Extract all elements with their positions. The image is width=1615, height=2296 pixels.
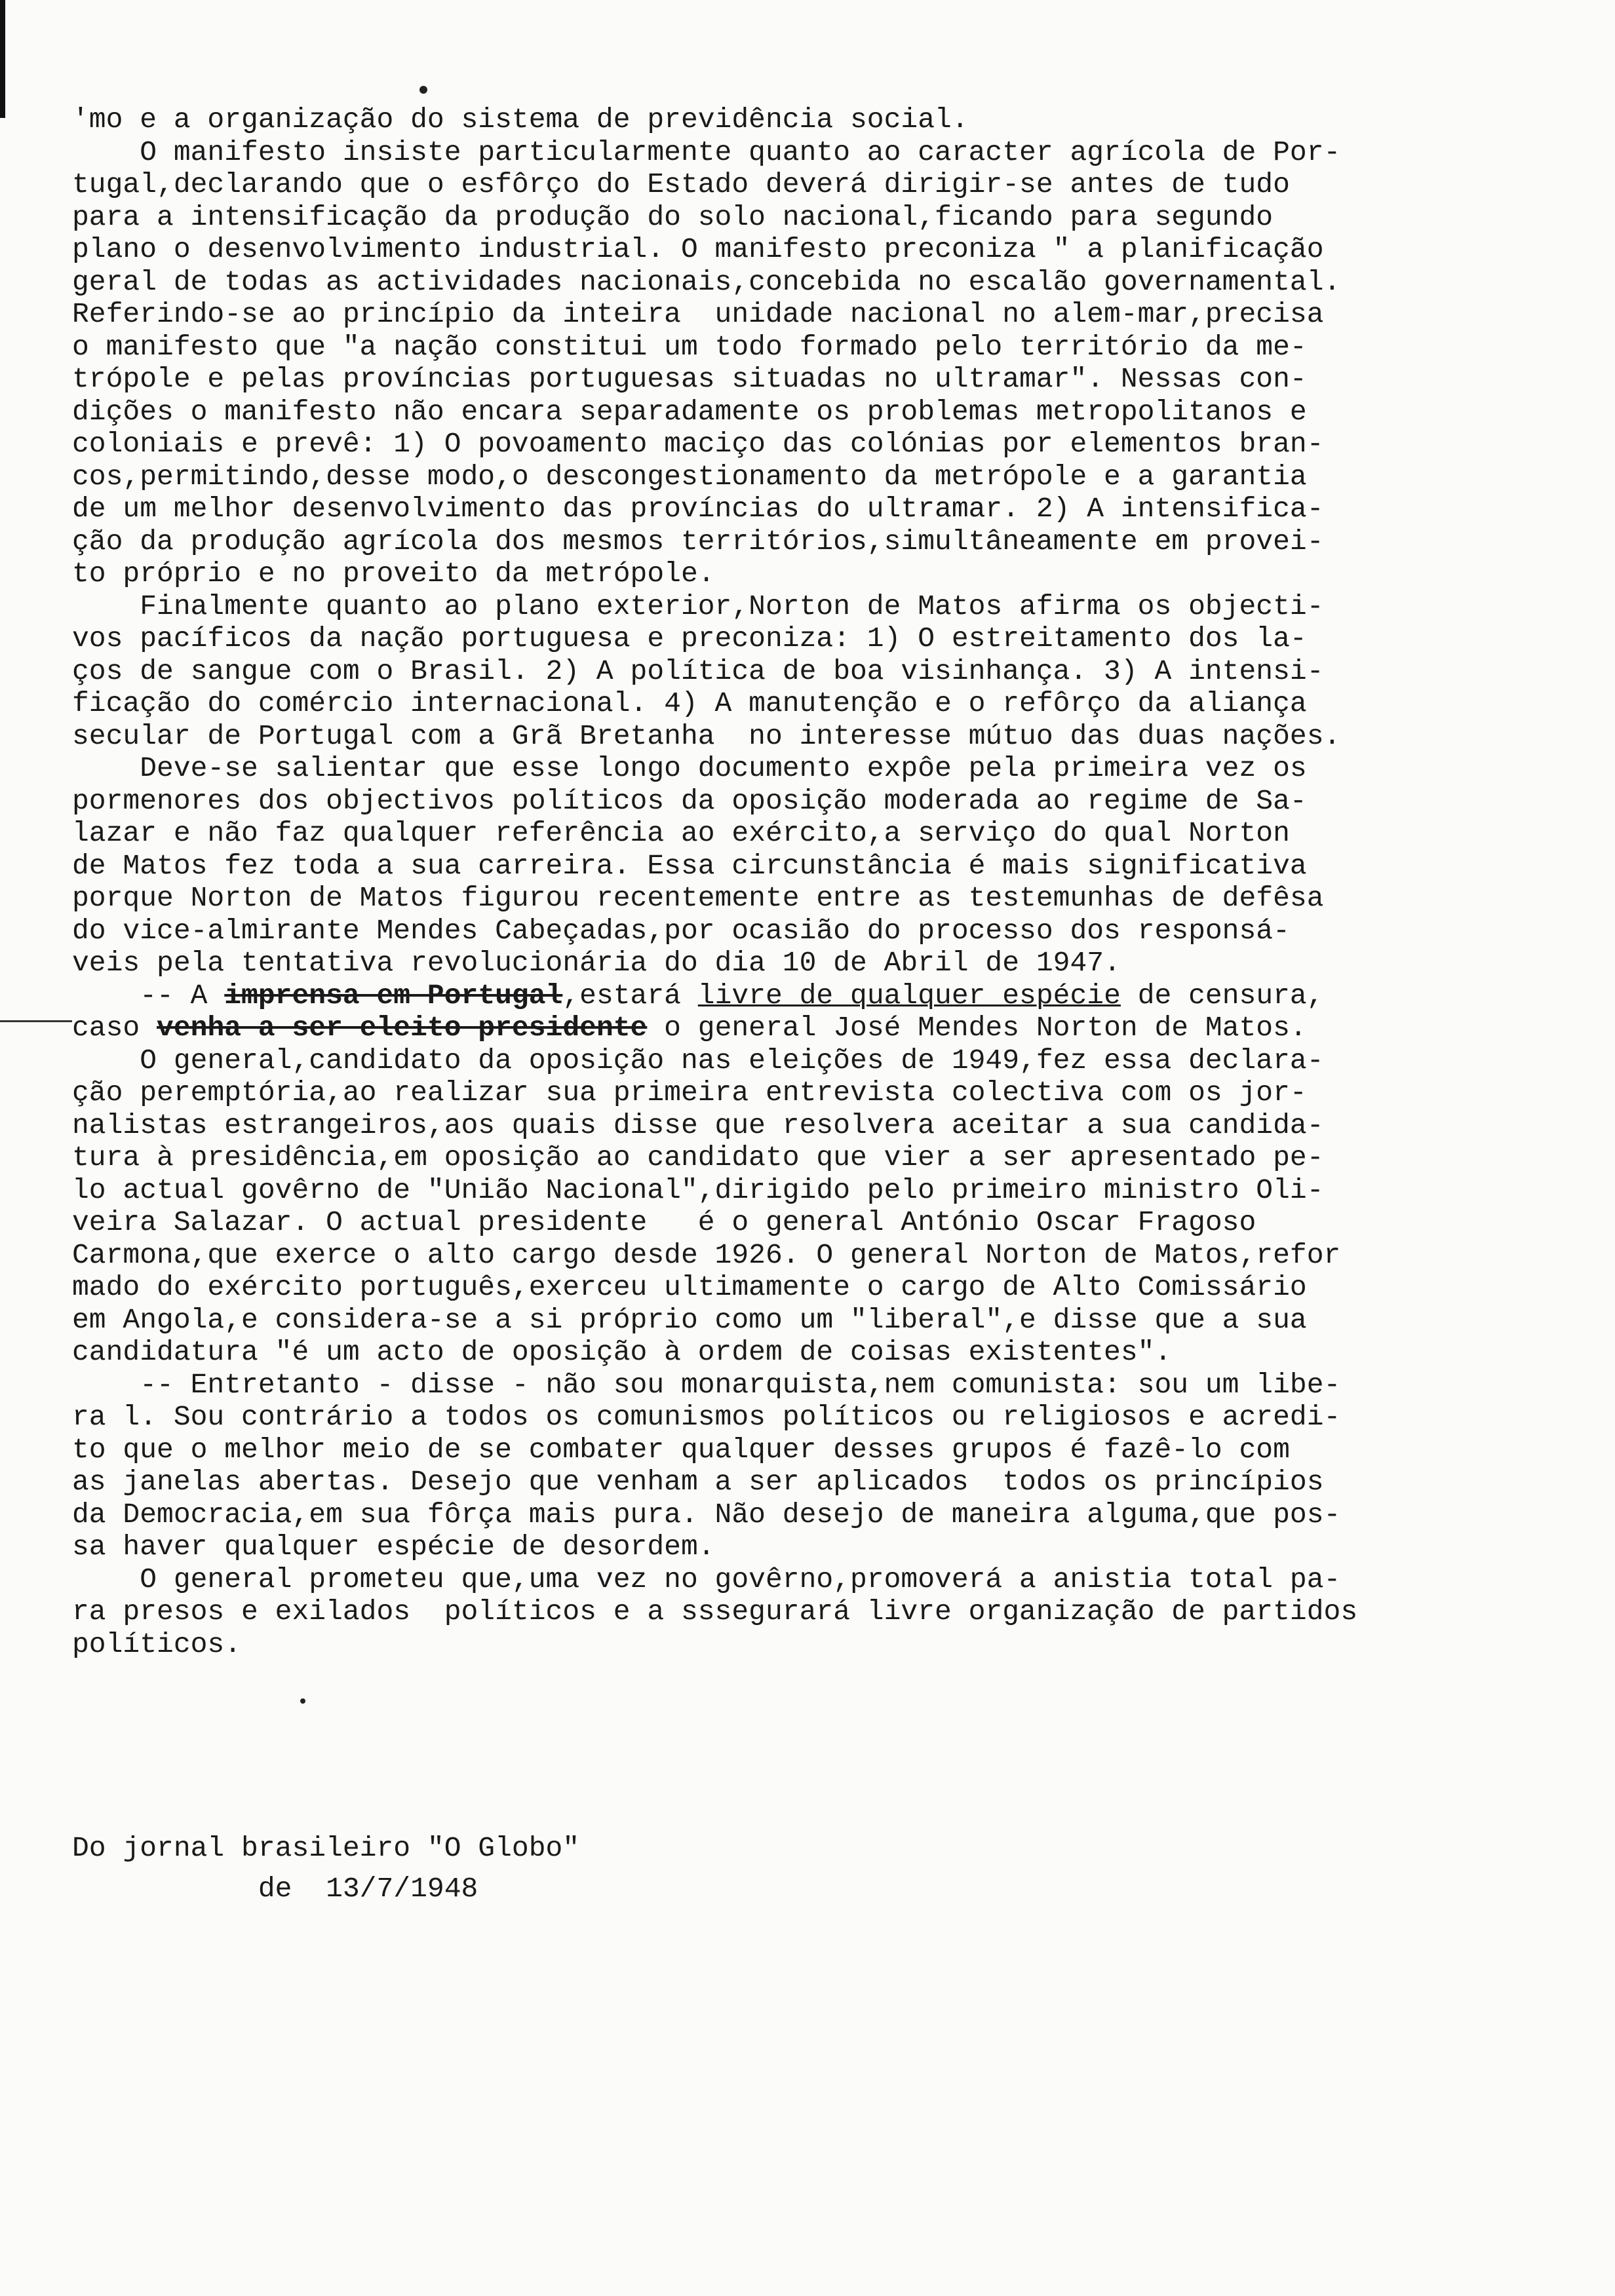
text-line: ra l. Sou contrário a todos os comunismos políticos ou religiosos e acredi- bbox=[72, 1401, 1341, 1433]
text-line: Deve-se salientar que esse longo documento expôe pela primeira vez os bbox=[72, 752, 1307, 784]
text-line: coloniais e prevê: 1) O povoamento maciço das colónias por elementos bran- bbox=[72, 428, 1324, 460]
text-line: lo actual govêrno de "União Nacional",dirigido pelo primeiro ministro Oli- bbox=[72, 1174, 1324, 1206]
text-line: o manifesto que "a nação constitui um todo formado pelo território da me- bbox=[72, 330, 1307, 363]
source-line-1: Do jornal brasileiro "O Globo" bbox=[72, 1832, 580, 1864]
text-line: geral de todas as actividades nacionais,concebida no escalão governamental. bbox=[72, 265, 1341, 298]
text-line: -- Entretanto - disse - não sou monarquista,nem comunista: sou um libe- bbox=[72, 1368, 1341, 1401]
text-line: Finalmente quanto ao plano exterior,Norton de Matos afirma os objecti- bbox=[72, 590, 1324, 622]
underlined-text: livre de qualquer espécie bbox=[697, 979, 1121, 1012]
text-line: sa haver qualquer espécie de desordem. bbox=[72, 1531, 715, 1563]
text-line: as janelas abertas. Desejo que venham a ser aplicados todos os princípios bbox=[72, 1466, 1324, 1498]
page-edge-shadow bbox=[0, 0, 5, 118]
text-line: do vice-almirante Mendes Cabeçadas,por ocasião do processo dos responsá- bbox=[72, 914, 1290, 947]
edited-line bbox=[72, 1012, 1599, 1044]
text-line: porque Norton de Matos figurou recentemente entre as testemunhas de defêsa bbox=[72, 882, 1324, 914]
line-segment: caso bbox=[72, 1012, 157, 1044]
line-segment: ,estará bbox=[562, 979, 698, 1012]
ink-speck bbox=[300, 1698, 305, 1704]
text-line: to que o melhor meio de se combater qualquer desses grupos é fazê-lo com bbox=[72, 1433, 1290, 1466]
text-line: da Democracia,em sua fôrça mais pura. Não desejo de maneira alguma,que pos- bbox=[72, 1498, 1341, 1531]
text-line: dições o manifesto não encara separadamente os problemas metropolitanos e bbox=[72, 395, 1307, 428]
source-citation bbox=[72, 1828, 579, 1909]
text-line: ção peremptória,ao realizar sua primeira entrevista colectiva com os jor- bbox=[72, 1077, 1307, 1109]
line-segment: de censura, bbox=[1120, 979, 1324, 1012]
text-line: para a intensificação da produção do solo nacional,ficando para segundo bbox=[72, 201, 1274, 233]
text-line: Referindo-se ao princípio da inteira unidade nacional no alem-mar,precisa bbox=[72, 298, 1324, 330]
text-line: O manifesto insiste particularmente quanto ao caracter agrícola de Por- bbox=[72, 136, 1341, 168]
text-line: tugal,declarando que o esfôrço do Estado deverá dirigir-se antes de tudo bbox=[72, 168, 1290, 201]
text-line: candidatura "é um acto de oposição à ordem de coisas existentes". bbox=[72, 1336, 1172, 1368]
text-line: tura à presidência,em oposição ao candidato que vier a ser apresentado pe- bbox=[72, 1141, 1324, 1174]
text-line: O general prometeu que,uma vez no govêrno,promoverá a anistia total pa- bbox=[72, 1563, 1341, 1596]
text-line: Carmona,que exerce o alto cargo desde 1926. O general Norton de Matos,refor bbox=[72, 1238, 1341, 1271]
text-line: de um melhor desenvolvimento das províncias do ultramar. 2) A intensifica- bbox=[72, 493, 1324, 525]
source-line-2: de 13/7/1948 bbox=[72, 1873, 478, 1905]
text-line: to próprio e no proveito da metrópole. bbox=[72, 558, 715, 590]
text-line: veis pela tentativa revolucionária do dia 10 de Abril de 1947. bbox=[72, 947, 1121, 979]
text-line: políticos. bbox=[72, 1628, 242, 1660]
text-line: ficação do comércio internacional. 4) A manutenção e o refôrço da aliança bbox=[72, 687, 1307, 719]
text-line: vos pacíficos da nação portuguesa e preconiza: 1) O estreitamento dos la- bbox=[72, 622, 1307, 655]
text-line: mado do exército português,exerceu ultimamente o cargo de Alto Comissário bbox=[72, 1271, 1307, 1303]
struck-text: imprensa em Portugal bbox=[224, 979, 563, 1012]
article-body bbox=[72, 104, 1599, 1660]
margin-pencil-mark bbox=[0, 1020, 72, 1022]
text-line: de Matos fez toda a sua carreira. Essa circunstância é mais significativa bbox=[72, 849, 1307, 882]
line-segment: o general José Mendes Norton de Matos. bbox=[647, 1012, 1307, 1044]
text-line: secular de Portugal com a Grã Bretanha no interesse mútuo das duas nações. bbox=[72, 719, 1341, 752]
text-line: lazar e não faz qualquer referência ao exército,a serviço do qual Norton bbox=[72, 817, 1290, 849]
text-line: ção da produção agrícola dos mesmos territórios,simultâneamente em provei- bbox=[72, 525, 1324, 558]
line-segment: -- A bbox=[72, 979, 225, 1012]
text-line: plano o desenvolvimento industrial. O manifesto preconiza " a planificação bbox=[72, 233, 1324, 265]
text-line: O general,candidato da oposição nas eleições de 1949,fez essa declara- bbox=[72, 1044, 1324, 1077]
text-line: ra presos e exilados políticos e a sssegurará livre organização de partidos bbox=[72, 1596, 1358, 1628]
struck-text: venha a ser eleito presidente bbox=[157, 1012, 648, 1044]
text-line: ços de sangue com o Brasil. 2) A política de boa visinhança. 3) A intensi- bbox=[72, 655, 1324, 687]
text-line: cos,permitindo,desse modo,o descongestionamento da metrópole e a garantia bbox=[72, 460, 1307, 493]
text-line: 'mo e a organização do sistema de previdência social. bbox=[72, 104, 969, 136]
edited-line bbox=[72, 980, 1599, 1012]
ink-speck bbox=[419, 86, 427, 94]
text-line: em Angola,e considera-se a si próprio como um "liberal",e disse que a sua bbox=[72, 1303, 1307, 1336]
text-line: trópole e pelas províncias portuguesas situadas no ultramar". Nessas con- bbox=[72, 363, 1307, 395]
text-line: nalistas estrangeiros,aos quais disse que resolvera aceitar a sua candida- bbox=[72, 1109, 1324, 1141]
text-line: veira Salazar. O actual presidente é o general António Oscar Fragoso bbox=[72, 1206, 1256, 1238]
text-line: pormenores dos objectivos políticos da oposição moderada ao regime de Sa- bbox=[72, 784, 1307, 817]
